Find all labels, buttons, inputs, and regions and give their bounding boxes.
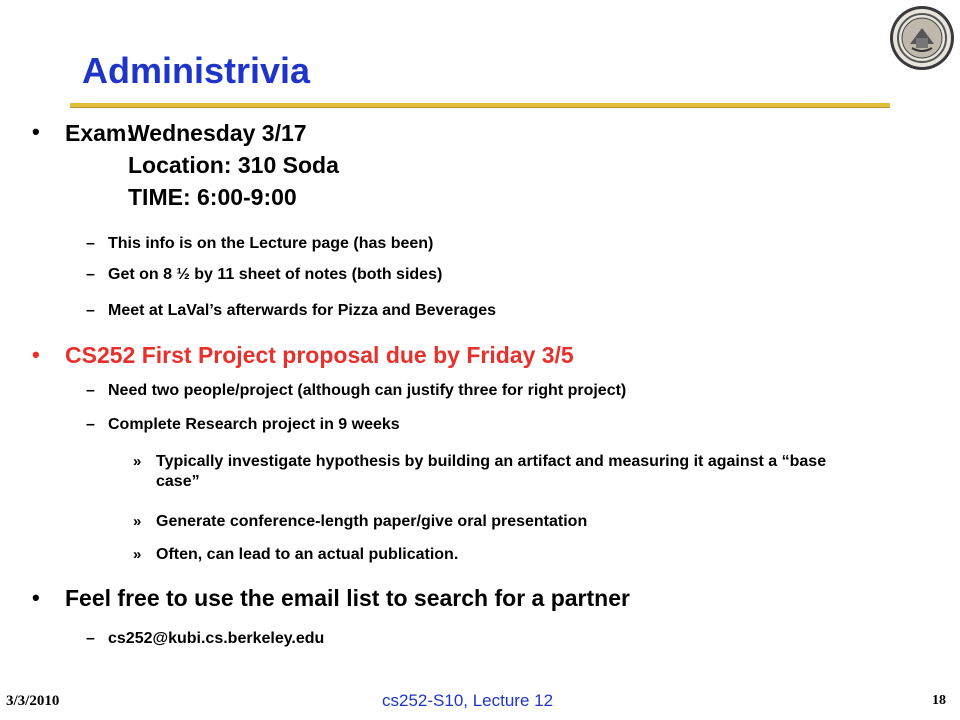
- project-sub-item: Complete Research project in 9 weeks: [108, 416, 400, 433]
- university-seal-icon: [888, 4, 956, 72]
- project-sub-item: Need two people/project (although can justify three for right project): [108, 382, 627, 399]
- slide-title: Administrivia: [82, 50, 311, 91]
- footer-course: cs252-S10, Lecture 12: [382, 691, 554, 710]
- exam-date: Wednesday 3/17: [128, 120, 307, 146]
- exam-sub-item: Meet at LaVal’s afterwards for Pizza and Beverages: [108, 302, 497, 319]
- partner-heading: Feel free to use the email list to search for a partner: [65, 585, 630, 611]
- project-bullet: •: [32, 342, 40, 367]
- project-detail-item: Generate conference-length paper/give oral presentation: [156, 513, 588, 530]
- exam-label: Exam:: [65, 120, 135, 146]
- project-heading: CS252 First Project proposal due by Friday 3/5: [65, 342, 574, 368]
- footer-page-number: 18: [932, 693, 946, 708]
- raquo-marker: »: [133, 513, 142, 530]
- exam-sub-item: Get on 8 ½ by 11 sheet of notes (both sides): [108, 266, 443, 283]
- partner-bullet: •: [32, 585, 40, 610]
- dash-marker: –: [86, 235, 95, 252]
- project-detail-item: Typically investigate hypothesis by building an artifact and measuring it against a “base case”: [156, 453, 827, 490]
- exam-sub-item: This info is on the Lecture page (has been): [108, 235, 434, 252]
- title-underline-shadow: [70, 107, 890, 108]
- exam-time: TIME: 6:00-9:00: [128, 184, 297, 210]
- email-address: cs252@kubi.cs.berkeley.edu: [108, 630, 325, 647]
- dash-marker: –: [86, 302, 95, 319]
- exam-bullet: •: [32, 119, 40, 144]
- dash-marker: –: [86, 630, 95, 647]
- raquo-marker: »: [133, 546, 142, 563]
- raquo-marker: »: [133, 453, 142, 470]
- dash-marker: –: [86, 416, 95, 433]
- exam-location: Location: 310 Soda: [128, 152, 339, 178]
- dash-marker: –: [86, 382, 95, 399]
- dash-marker: –: [86, 266, 95, 283]
- footer-date: 3/3/2010: [6, 693, 60, 709]
- project-detail-item: Often, can lead to an actual publication.: [156, 546, 459, 563]
